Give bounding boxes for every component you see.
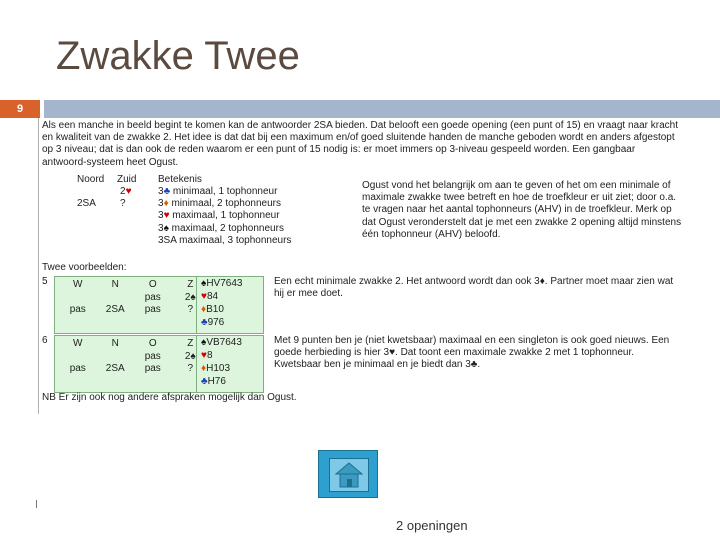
auction-cell: O: [148, 338, 157, 350]
auction-cell: pas: [69, 363, 86, 375]
hand-suit-row: ♦H103: [201, 363, 231, 374]
club-icon: ♣: [163, 186, 171, 197]
left-rule: [38, 118, 39, 414]
example-explanation: Met 9 punten ben je (niet kwetsbaar) maximaal en een singleton is ook goed nieuws. Een goede herbieding is hier 3♥. Dat toont een maximale zwakke 2 met 1 tophonneur. Kwetsbaar ben je minimaal en je biedt dan 3♣.: [274, 335, 670, 371]
meaning-item: 3SA maximaal, 3 tophonneurs: [158, 234, 292, 246]
hand-suit-row: ♠VB7643: [201, 337, 242, 348]
ogust-explanation: Ogust vond het belangrijk om aan te geven of het om een minimale of maximale zwakke twee betreft en hoe de troefkleur er uit ziet; door o.a. te vragen naar het aantal tophonneurs (AHV) in de troefkleur. Merk op dat Ogust veronderstelt dat je met een zwakke 2 opening altijd minstens één tophonneur (AHV) beloofd.: [362, 180, 682, 240]
auction-cell: Z: [187, 279, 194, 291]
north-bid: [77, 186, 96, 198]
auction-cell: [97, 292, 135, 305]
heart-icon: ♥: [201, 291, 207, 302]
hand-suit-row: ♣976: [201, 317, 225, 328]
hand-divider: [196, 277, 197, 333]
auction-cell: ?: [187, 304, 194, 316]
meaning-list: [158, 186, 291, 247]
south-bid: ?: [120, 198, 126, 210]
auction-cell: 2SA: [105, 363, 125, 375]
hand-diagram: [201, 337, 261, 389]
auction-cell: [59, 292, 97, 305]
nb-note: NB Er zijn ook nog andere afspraken mogelijk dan Ogust.: [42, 392, 297, 403]
example-auction-box: [54, 335, 264, 393]
auction-cell: Z: [187, 338, 194, 350]
slide-title: Zwakke Twee: [56, 34, 300, 78]
spade-icon: ♠: [201, 278, 207, 289]
meaning-item: 3♦ minimaal, 2 tophonneurs: [158, 198, 281, 210]
club-icon: ♣: [201, 376, 208, 387]
south-column: [120, 186, 132, 210]
auction-cell: 2SA: [105, 304, 125, 316]
heart-icon: ♥: [125, 186, 132, 197]
example-auction-box: [54, 276, 264, 334]
hand-divider: [196, 336, 197, 392]
example-number: 6: [42, 335, 48, 346]
hand-suit-row: ♣H76: [201, 376, 226, 387]
auction-cell: pas: [144, 304, 161, 316]
auction-cell: ?: [187, 363, 194, 375]
header-north: Noord: [77, 174, 105, 185]
auction-cell: N: [111, 338, 119, 350]
north-bid: 2SA: [77, 198, 96, 210]
diamond-icon: ♦: [201, 304, 207, 315]
auction-cell: pas: [144, 363, 161, 375]
auction-cell: N: [111, 279, 119, 291]
meaning-item: 3♥ maximaal, 1 tophonneur: [158, 210, 280, 222]
home-icon: [329, 458, 369, 492]
auction-cell: pas: [144, 350, 161, 362]
spade-icon: ♠: [201, 337, 207, 348]
heart-icon: ♥: [201, 350, 207, 361]
hand-suit-row: ♥84: [201, 291, 219, 302]
auction-cell: W: [73, 338, 83, 350]
meaning-item: 3♣ minimaal, 1 tophonneur: [158, 186, 278, 197]
examples-label: Twee voorbeelden:: [42, 262, 127, 273]
hand-suit-row: ♠HV7643: [201, 278, 243, 289]
left-tick: [36, 500, 37, 508]
example-number: 5: [42, 276, 48, 287]
accent-bar: [44, 100, 720, 118]
spade-icon: ♠: [163, 222, 169, 234]
slide-number: 9: [0, 100, 40, 118]
header-meaning: Betekenis: [158, 174, 202, 185]
auction-cell: pas: [144, 291, 161, 303]
intro-paragraph: Als een manche in beeld begint te komen kan de antwoorder 2SA bieden. Dat belooft een goede opening (een punt of 15) en vraagt naar kracht en kwaliteit van de zwakke 2. Het idee is dat dat bij een maximum en/of goed sluitende handen de manche geboden wordt en anders afgestopt op 3 niveau; dat is dan ook de reden waarom er een punt of 15 nodig is: er moet immers op 3-niveau gespeeld worden. Een gangbaar antwoord-systeem heet Ogust.: [42, 120, 678, 168]
header-south: Zuid: [117, 174, 137, 185]
auction-table: [59, 279, 209, 317]
hand-suit-row: ♦B10: [201, 304, 224, 315]
diamond-icon: ♦: [201, 363, 207, 374]
auction-table: [59, 338, 209, 376]
south-bid: 2♥: [120, 186, 132, 197]
auction-cell: W: [73, 279, 83, 291]
diamond-icon: ♦: [163, 198, 169, 210]
auction-cell: pas: [69, 304, 86, 316]
north-column: [77, 186, 96, 210]
home-button[interactable]: [318, 450, 378, 498]
slide-footer: 2 openingen: [396, 518, 468, 533]
auction-cell: [59, 351, 97, 364]
example-explanation: Een echt minimale zwakke 2. Het antwoord wordt dan ook 3♦. Partner moet maar zien wat hij er mee doet.: [274, 276, 674, 300]
auction-cell: O: [148, 279, 157, 291]
meaning-item: 3♠ maximaal, 2 tophonneurs: [158, 222, 284, 234]
hand-suit-row: ♥8: [201, 350, 213, 361]
auction-cell: [97, 351, 135, 364]
auction-cell: 2♠: [184, 291, 196, 303]
heart-icon: ♥: [163, 210, 170, 222]
club-icon: ♣: [201, 317, 208, 328]
auction-cell: 2♠: [184, 350, 196, 362]
hand-diagram: [201, 278, 261, 330]
